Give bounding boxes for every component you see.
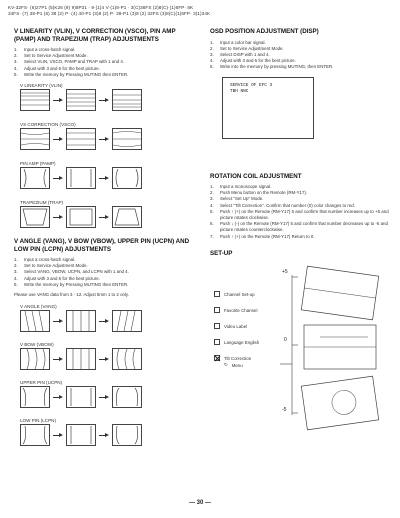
vangle-step: 1. Input a cross-hatch signal. <box>14 257 76 263</box>
vsco-diagram <box>20 128 192 150</box>
trap-label: TRAPEZIUM (TRAP) <box>20 200 64 206</box>
vang-diagram <box>20 310 192 332</box>
ucpn-label: UPPER PIN (UCPN) <box>20 380 63 386</box>
vlin-diagram <box>20 89 192 111</box>
vangle-title: V ANGLE (VANG), V BOW (VBOW), UPPER PIN (UCPN) AND LOW PIN (LCPN) ADJUSTMENTS <box>14 238 190 253</box>
ucpn-diagram <box>20 386 192 408</box>
osd-step: 4. Adjust with 3 and 6 for the best picture. <box>210 58 296 64</box>
page-number: — 30 — <box>188 500 211 506</box>
rotation-step: 6. Push ↓ (-) on the Remote (RM-Y17) 5 and confirm that number decreases up to -5 and picture rotates counterclockwise. <box>210 221 388 233</box>
vangle-step: 3. Select VANG, VBOW, UCPN, and LCPN with 1 and 4. <box>14 269 129 275</box>
checkbox-icon <box>214 307 220 313</box>
checked-checkbox-icon <box>214 355 220 361</box>
osd-screen <box>222 77 314 139</box>
osd-step: 5. Write into the memory by pressing MUTING, then ENTER. <box>210 64 334 70</box>
right-column <box>210 28 390 435</box>
vangle-step: 4. Adjust with 3 and 6 for the best picture. <box>14 275 100 281</box>
checkbox-icon <box>214 323 220 329</box>
left-column <box>14 28 192 446</box>
osd-screen-line-1: SERVICE OF EFC 3 <box>230 82 273 88</box>
header-line-2: 34FS· (7) 38-P1 (6) 38 (2) P· (4) 40-P1 (3)8 (2) P· 39-P1 (3)8 (2) 32FS (3)8(C)(1)6FP· 3(1)34K <box>8 11 211 16</box>
checkbox-icon <box>214 339 220 345</box>
osd-title: OSD POSITION ADJUSTMENT (DISP) <box>210 28 319 35</box>
vlin-step: 2. Set to Service Adjustment Mode. <box>14 53 88 59</box>
vsco-label: VS CORRECTION (VSCO) <box>20 122 76 128</box>
lcpn-label: LOW PIN (LCPN) <box>20 418 56 424</box>
tilt-minus-label: -5 <box>282 407 287 414</box>
osd-step: 3. Select DISP with 1 and 4. <box>210 51 270 57</box>
tilt-plus-label: +5 <box>282 269 288 276</box>
rotation-step: 2. Push Menu button on the Remote (RM-Y17). <box>210 190 308 196</box>
setup-menu-item: Video Label <box>214 323 247 329</box>
setup-diagram <box>210 265 390 435</box>
vlin-step: 4. Adjust with 3 and 6 for the best picture. <box>14 65 100 71</box>
rotation-step: 3. Select "Set Up" Mode. <box>210 196 264 202</box>
vangle-step: 2. Set to Service Adjustment Mode. <box>14 263 88 269</box>
return-icon: ↻ <box>224 362 228 368</box>
pamp-diagram <box>20 167 192 189</box>
vlin-steps <box>14 47 192 78</box>
vlin-step: 3. Select VLIN, VSCO, PAMP and TRAP with 1 and 4. <box>14 59 124 65</box>
setup-menu-item-menu: ↻ Menu <box>224 362 243 368</box>
setup-menu-item: Language English <box>214 339 259 345</box>
setup-menu-item-tilt: Tilt Correction <box>214 355 251 361</box>
vangle-note: Please use VANG data from 3 - 12. Adjust 5mm 1 to 2 only. <box>14 292 130 298</box>
lcpn-diagram <box>20 424 192 446</box>
rotation-step: 1. Input a monoscope signal. <box>210 184 272 190</box>
rotation-step: 7. Push ↑ (+) on the Remote (RM-Y17) Return to 0. <box>210 233 315 239</box>
header-line-1: KV-32FS· (6)27P1 (5)K26 (9) 9)8P31 · 9·(1)4 V·(1)8-P1 · 3(C)36FS (2)8(C)·(1)6FP· 8K <box>8 5 194 10</box>
setup-menu-item: Channel Set-up <box>214 291 255 297</box>
checkbox-icon <box>214 291 220 297</box>
osd-step: 2. Set to Service Adjustment Mode. <box>210 45 284 51</box>
osd-screen-line-2: TBH NNC <box>230 88 249 94</box>
vang-label: V ANGLE (VANG) <box>20 304 57 310</box>
rotation-diagram <box>280 265 390 435</box>
vbow-label: V BOW (VBOW) <box>20 342 54 348</box>
vlin-step: 1. Input a cross-hatch signal. <box>14 47 76 52</box>
trap-diagram <box>20 206 192 228</box>
vangle-step: 5. Write the memory by Pressing MUTING then ENTER. <box>14 281 129 287</box>
page-header <box>8 5 388 17</box>
pamp-label: PIN AMP (PAMP) <box>20 161 56 167</box>
rotation-title: ROTATION COIL ADJUSTMENT <box>210 172 302 180</box>
vbow-diagram <box>20 348 192 370</box>
vlin-label: V LINEARITY (VLIN) <box>20 83 63 89</box>
vlin-title: V LINEARITY (VLIN), V CORRECTION (VSCO), PIN AMP (PAMP) AND TRAPEZIUM (TRAP) ADJUSTMENTS <box>14 28 176 43</box>
vangle-steps <box>14 257 192 288</box>
tilt-zero-label: 0 <box>284 337 287 344</box>
osd-steps <box>210 40 390 71</box>
setup-title: SET-UP <box>210 249 233 257</box>
setup-menu-item: Favorite Channel <box>214 307 257 313</box>
osd-step: 1. Input a color bar signal. <box>210 39 266 45</box>
rotation-steps <box>210 184 390 240</box>
vlin-step: 5. Write the memory by Pressing MUTING then ENTER. <box>14 71 129 77</box>
rotation-step: 5. Push ↑ (+) on the Remote (RM-Y17) 5 and confirm that number increases up to +5 and picture rotates clockwise. <box>210 208 389 221</box>
rotation-step: 4. Select "Tilt Correction". Confirm that number (0) color changes to red. <box>210 202 355 208</box>
